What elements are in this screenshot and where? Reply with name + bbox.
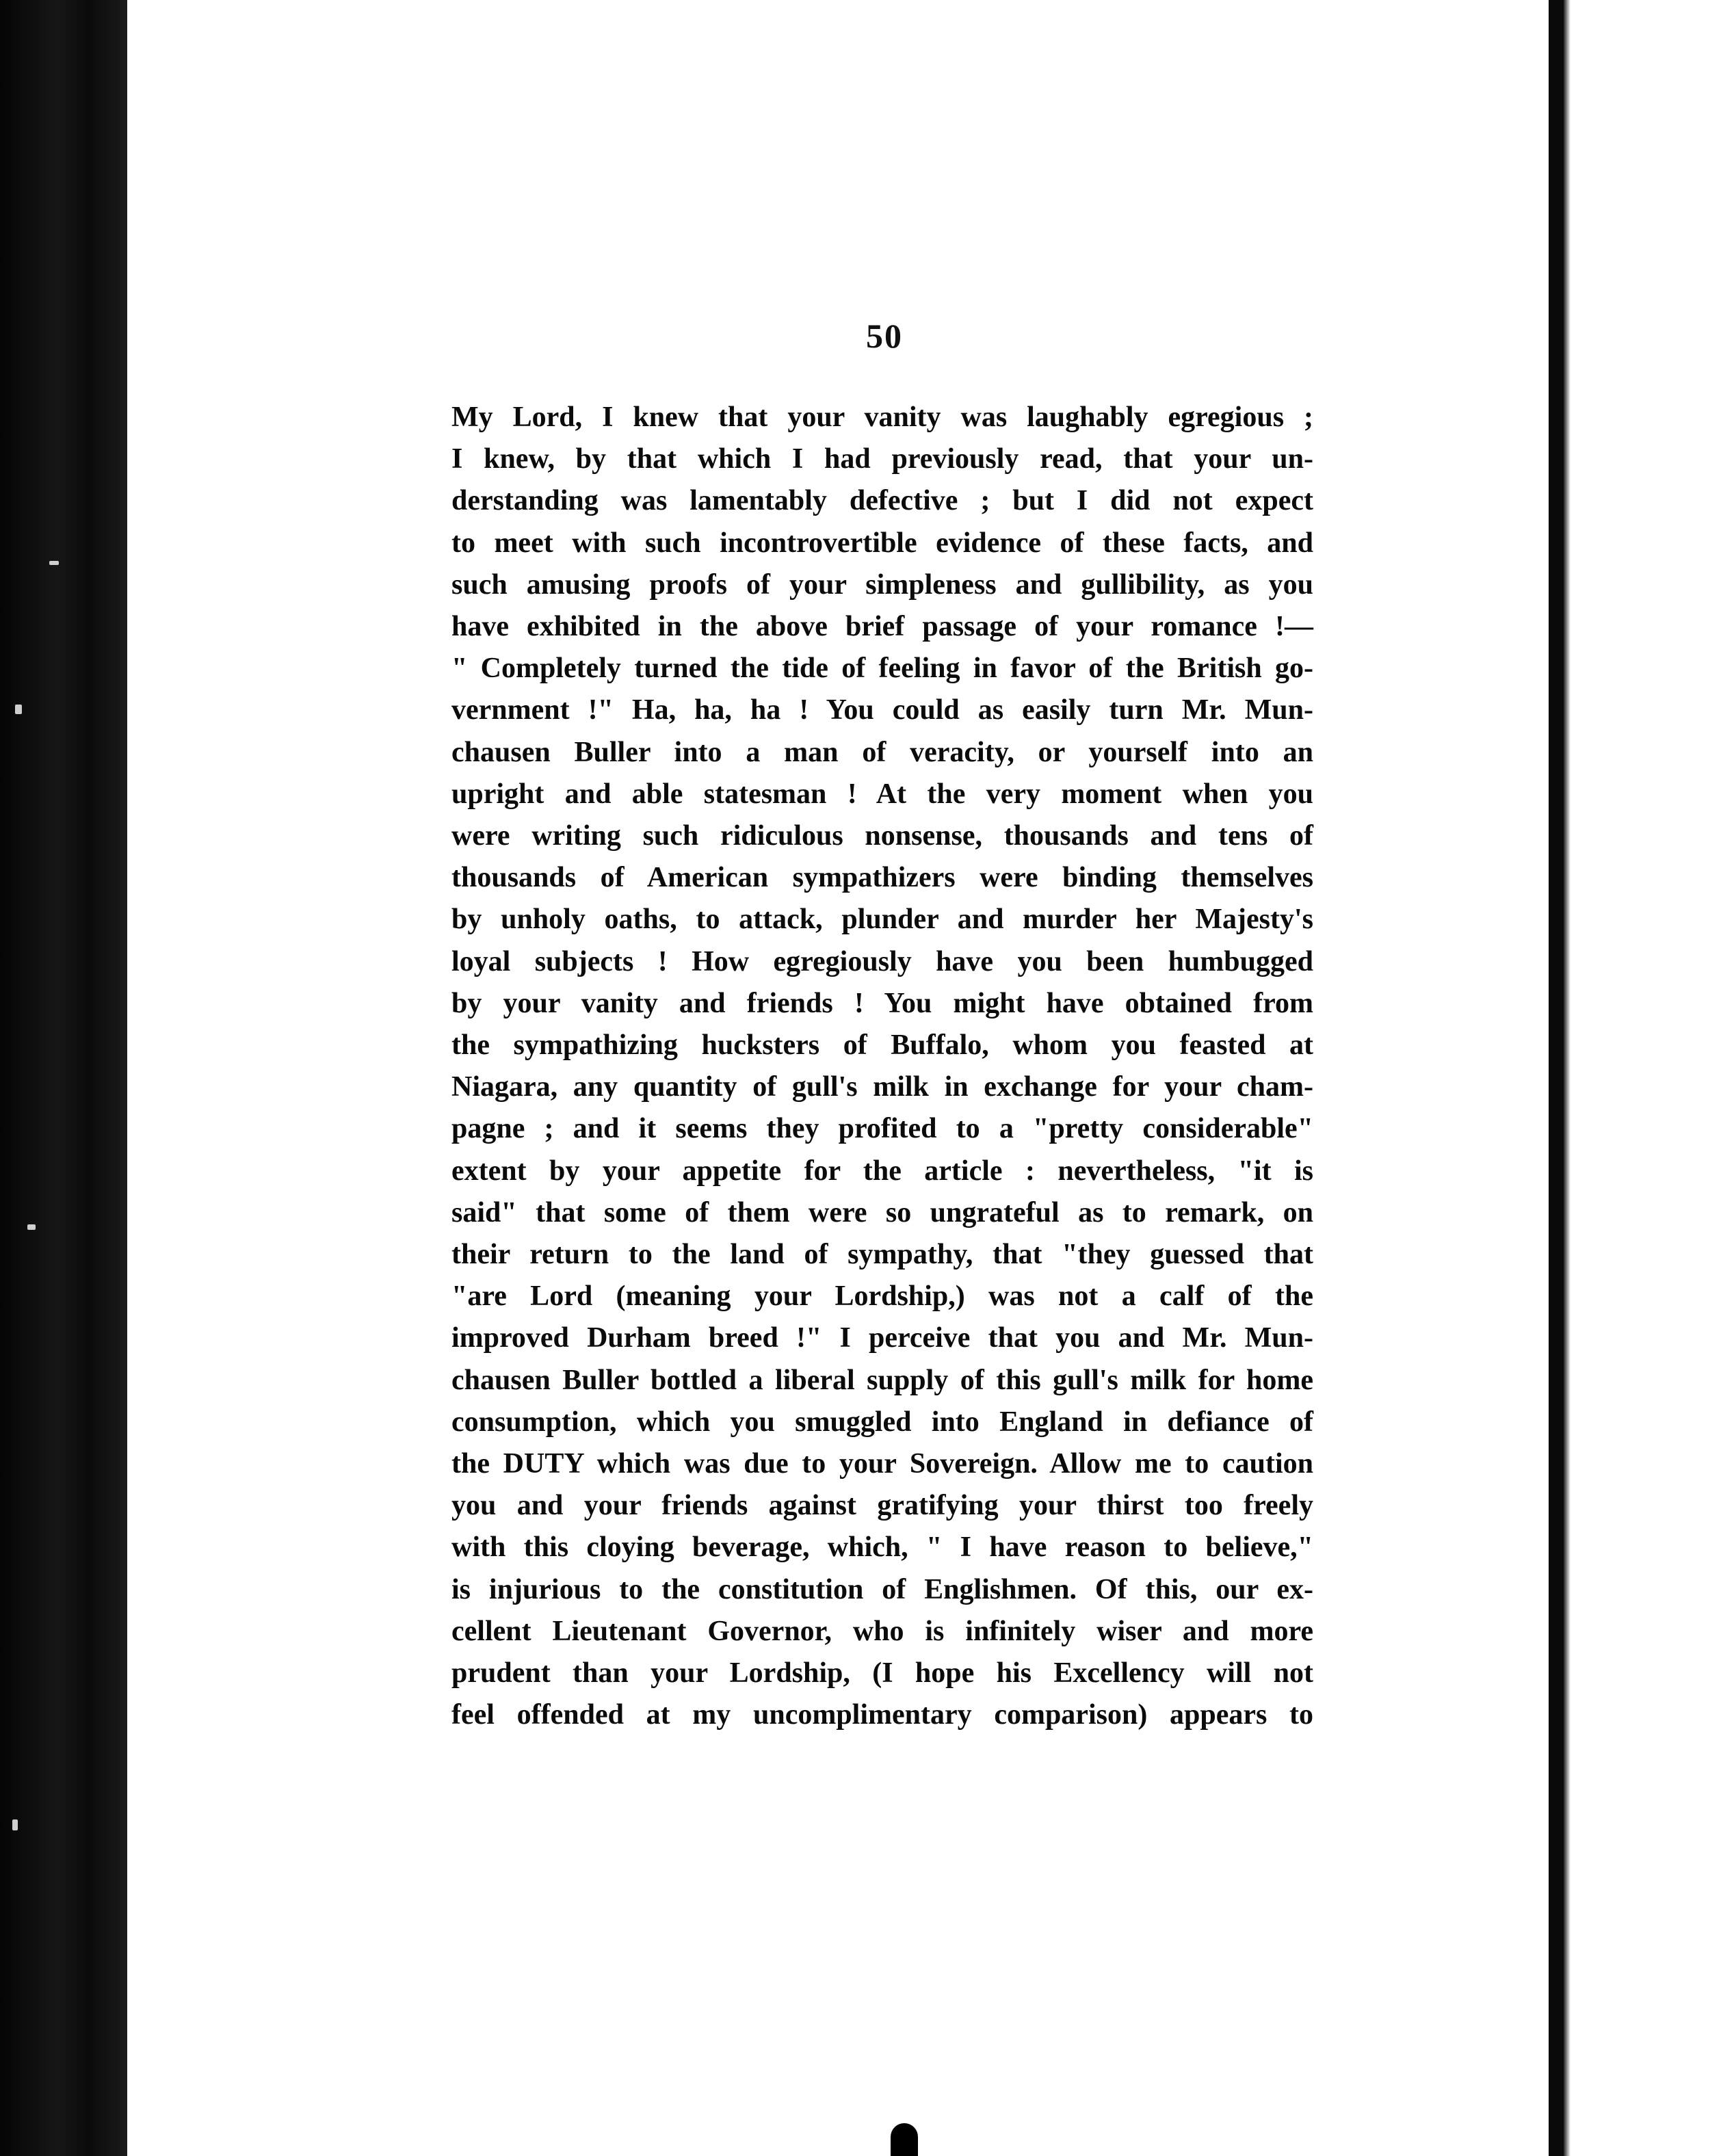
book-spine <box>0 0 127 2156</box>
text-line: pagne ; and it seems they profited to a "pretty considerable" <box>451 1113 1313 1145</box>
text-line: vernment !" Ha, ha, ha ! You could as easily turn Mr. Mun- <box>451 694 1313 726</box>
text-line: derstanding was lamentably defective ; but I did not expect <box>451 485 1313 517</box>
text-line: prudent than your Lordship, (I hope his Excellency will not <box>451 1657 1313 1690</box>
text-line: the DUTY which was due to your Sovereign. Allow me to caution <box>451 1448 1313 1480</box>
page-number: 50 <box>866 317 903 355</box>
text-line: said" that some of them were so ungrateful as to remark, on <box>451 1196 1313 1228</box>
text-line: loyal subjects ! How egregiously have you been humbugged <box>451 945 1313 977</box>
text-line: is injurious to the constitution of Englishmen. Of this, our ex- <box>451 1573 1313 1605</box>
text-line: "are Lord (meaning your Lordship,) was not a calf of the <box>451 1280 1313 1313</box>
text-line: by unholy oaths, to attack, plunder and murder her Majesty's <box>451 904 1313 936</box>
text-line: extent by your appetite for the article : nevertheless, "it is <box>451 1155 1313 1187</box>
text-line: cellent Lieutenant Governor, who is infinitely wiser and more <box>451 1615 1313 1647</box>
spine-speck <box>27 1224 36 1230</box>
text-line: to meet with such incontrovertible evidence of these facts, and <box>451 527 1313 559</box>
text-line: the sympathizing hucksters of Buffalo, whom you feasted at <box>451 1029 1313 1062</box>
body-text <box>451 397 1313 1737</box>
scan-artifact <box>891 2123 918 2156</box>
spine-speck <box>15 705 22 714</box>
text-line: with this cloying beverage, which, " I have reason to believe," <box>451 1531 1313 1564</box>
text-line: their return to the land of sympathy, that "they guessed that <box>451 1239 1313 1271</box>
text-line: Niagara, any quantity of gull's milk in exchange for your cham- <box>451 1071 1313 1103</box>
text-line: " Completely turned the tide of feeling in favor of the British go- <box>451 653 1313 685</box>
text-line: chausen Buller into a man of veracity, or yourself into an <box>451 736 1313 768</box>
text-line: consumption, which you smuggled into England in defiance of <box>451 1406 1313 1438</box>
text-line: improved Durham breed !" I perceive that you and Mr. Mun- <box>451 1322 1313 1354</box>
text-line: feel offended at my uncomplimentary comparison) appears to <box>451 1699 1313 1731</box>
text-line: I knew, by that which I had previously read, that your un- <box>451 443 1313 475</box>
text-line: chausen Buller bottled a liberal supply of this gull's milk for home <box>451 1364 1313 1396</box>
facing-page-shadow <box>1564 0 1571 2156</box>
text-line: My Lord, I knew that your vanity was laughably egregious ; <box>451 402 1313 433</box>
text-line: upright and able statesman ! At the very moment when you <box>451 778 1313 810</box>
spine-speck <box>49 561 59 565</box>
spine-speck <box>12 1819 18 1830</box>
text-line: such amusing proofs of your simpleness and gullibility, as you <box>451 568 1313 601</box>
page-gutter <box>1549 0 1564 2156</box>
text-line: have exhibited in the above brief passage of your romance !— <box>451 611 1313 643</box>
text-line: were writing such ridiculous nonsense, thousands and tens of <box>451 820 1313 852</box>
text-line: you and your friends against gratifying your thirst too freely <box>451 1490 1313 1522</box>
text-line: thousands of American sympathizers were binding themselves <box>451 862 1313 894</box>
facing-page-edge <box>1564 0 1721 2156</box>
text-line: by your vanity and friends ! You might have obtained from <box>451 987 1313 1019</box>
